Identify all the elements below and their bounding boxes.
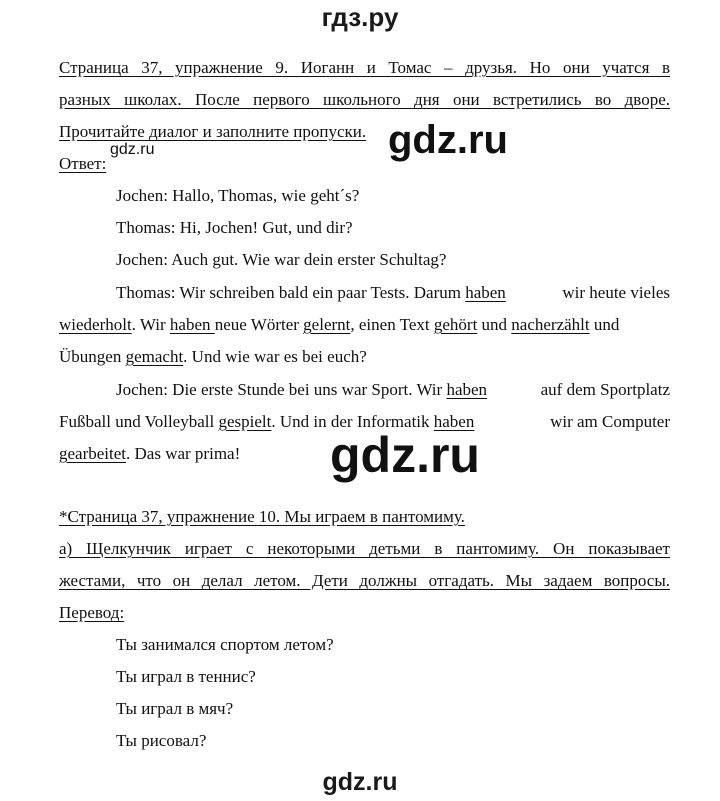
- dialog-jochen-line-2: Fußball und Volleyball gespielt. Und in der Informatik haben wir am Computer: [59, 412, 670, 431]
- dialog-thomas-line-3: Übungen gemacht. Und wie war es bei euch?: [59, 347, 367, 366]
- watermark-top: gdz.ru: [388, 118, 508, 162]
- dialog-thomas-line-2: wiederholt. Wir haben neue Wörter gelernt, einen Text gehört und nacherzählt und: [59, 315, 620, 334]
- dialog-thomas-line-1: Thomas: Wir schreiben bald ein paar Tests. Darum haben wir heute vieles: [116, 283, 670, 302]
- task10-a-line1: а) Щелкунчик играет с некоторыми детьми в пантомиму. Он показывает: [59, 539, 670, 558]
- task10-a-line2: жестами, что он делал летом. Дети должны отгадать. Мы задаем вопросы.: [59, 571, 670, 590]
- site-header: гдз.ру: [321, 2, 399, 32]
- answer-label: Ответ:: [59, 154, 107, 173]
- translation-label: Перевод:: [59, 603, 125, 622]
- watermark-middle: gdz.ru: [330, 427, 480, 483]
- task9-title-line2: разных школах. После первого школьного дня они встретились во дворе.: [59, 90, 670, 109]
- dialog-line-1: Jochen: Hallo, Thomas, wie geht´s?: [116, 186, 360, 205]
- task9-title-line3: Прочитайте диалог и заполните пропуски.: [59, 122, 367, 141]
- task10-title: *Страница 37, упражнение 10. Мы играем в пантомиму.: [59, 507, 465, 526]
- watermark-small: gdz.ru: [110, 141, 155, 158]
- dialog-line-2: Thomas: Hi, Jochen! Gut, und dir?: [116, 218, 353, 237]
- dialog-line-3: Jochen: Auch gut. Wie war dein erster Schultag?: [116, 250, 447, 269]
- dialog-jochen-line-1: Jochen: Die erste Stunde bei uns war Sport. Wir haben auf dem Sportplatz: [116, 380, 670, 399]
- question-3: Ты играл в мяч?: [116, 699, 234, 718]
- question-1: Ты занимался спортом летом?: [116, 635, 334, 654]
- watermark-footer: gdz.ru: [322, 768, 398, 796]
- dialog-jochen-line-3: gearbeitet. Das war prima!: [59, 444, 241, 463]
- task9-title-line1: Страница 37, упражнение 9. Иоганн и Томас – друзья. Но они учатся в: [59, 58, 670, 77]
- question-4: Ты рисовал?: [116, 731, 207, 750]
- question-2: Ты играл в теннис?: [116, 667, 256, 686]
